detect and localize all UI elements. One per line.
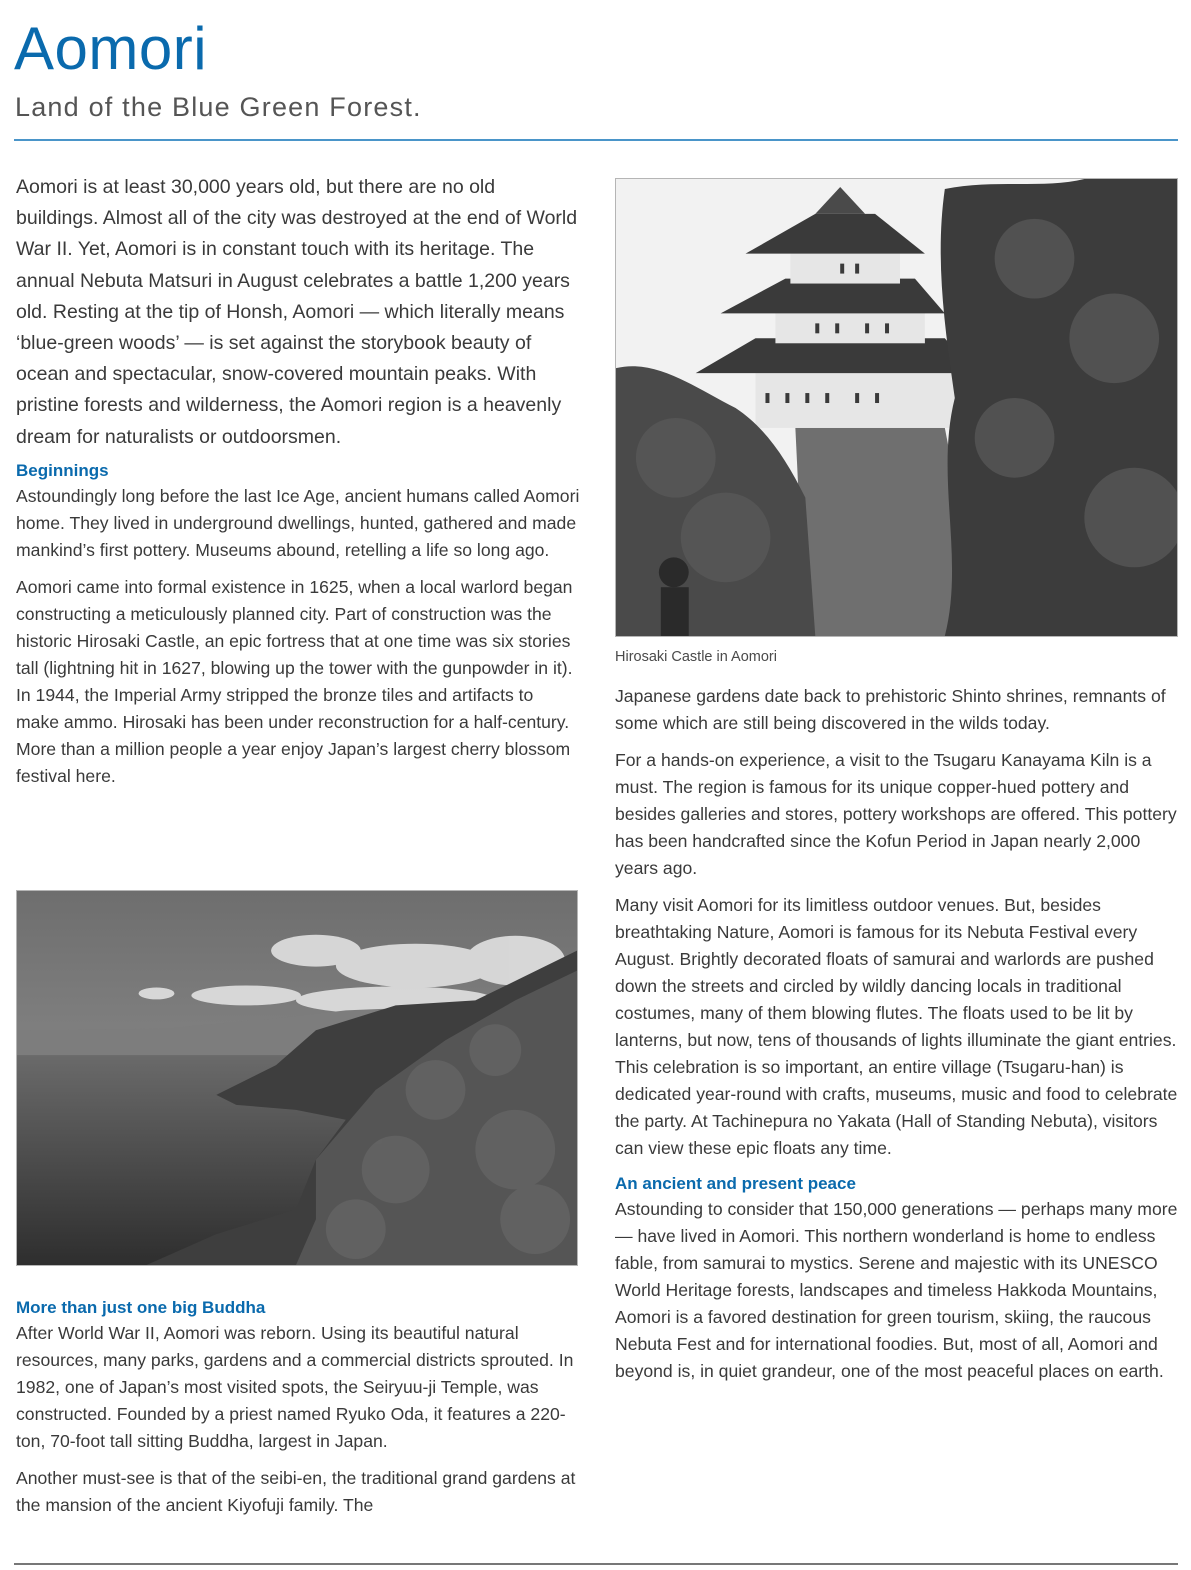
section-big-buddha [16, 1296, 581, 1519]
section-heading: More than just one big Buddha [16, 1298, 266, 1317]
hirosaki-castle-image [616, 179, 1177, 636]
footer-divider [14, 1563, 1178, 1565]
castle-photo [615, 178, 1178, 637]
right-column [615, 178, 1178, 1395]
page-title: Aomori [14, 15, 208, 82]
lake-photo [16, 890, 578, 1266]
left-column [16, 172, 581, 800]
paragraph: After World War II, Aomori was reborn. Using its beautiful natural resources, many parks, gardens and a commercial districts sprouted. In 1982, one of Japan’s most visited spots, the Seiryuu-ji Temple, was constructed. Founded by a priest named Ryuko Oda, it features a 220-ton, 70-foot tall sitting Buddha, largest in Japan. [16, 1323, 574, 1451]
section-ancient-peace [615, 1172, 1178, 1385]
paragraph: Another must-see is that of the seibi-en, the traditional grand gardens at the mansion of the ancient Kiyofuji family. The [16, 1468, 576, 1515]
intro-paragraph: Aomori is at least 30,000 years old, but there are no old buildings. Almost all of the city was destroyed at the end of World War II. Yet, Aomori is in constant touch with its heritage. The annual Nebuta Matsuri in August celebrates a battle 1,200 years old. Resting at the tip of Honsh, Aomori — which literally means ‘blue-green woods’ — is set against the storybook beauty of ocean and spectacular, snow-covered mountain peaks. With pristine forests and wilderness, the Aomori region is a heavenly dream for naturalists or outdoorsmen. [16, 176, 578, 448]
section-heading: An ancient and present peace [615, 1174, 856, 1193]
lake-landscape-image [17, 891, 577, 1265]
page-subtitle: Land of the Blue Green Forest. [15, 92, 422, 122]
paragraph: For a hands-on experience, a visit to the Tsugaru Kanayama Kiln is a must. The region is famous for its unique copper-hued pottery and besides galleries and stores, pottery workshops are offered. This pottery has been handcrafted since the Kofun Period in Japan nearly 2,000 years ago. [615, 750, 1177, 878]
castle-photo-caption: Hirosaki Castle in Aomori [615, 649, 777, 665]
paragraph: Astoundingly long before the last Ice Age, ancient humans called Aomori home. They lived in underground dwellings, hunted, gathered and made mankind’s first pottery. Museums abound, retelling a life so long ago. [16, 485, 580, 560]
section-beginnings [16, 459, 581, 790]
section-heading: Beginnings [16, 460, 109, 480]
left-column-bottom [16, 1296, 581, 1529]
paragraph: Aomori came into formal existence in 1625, when a local warlord began constructing a meticulously planned city. Part of construction was the historic Hirosaki Castle, an epic fortress that at one time was six stories tall (lightning hit in 1627, blowing up the tower with the gunpowder in it). In 1944, the Imperial Army stripped the bronze tiles and artifacts to make ammo. Hirosaki has been under reconstruction for a half-century. More than a million people a year enjoy Japan’s largest cherry blossom festival here. [16, 576, 573, 786]
paragraph: Many visit Aomori for its limitless outdoor venues. But, besides breathtaking Nature, Aomori is famous for its Nebuta Festival every August. Brightly decorated floats of samurai and warlords are pushed down the streets and circled by wildly dancing locals in traditional costumes, many of them blowing flutes. The floats used to be lit by lanterns, but now, tens of thousands of lights illuminate the giant entries. This celebration is so important, an entire village (Tsugaru-han) is dedicated year-round with crafts, museums, music and food to celebrate the party. At Tachinepura no Yakata (Hall of Standing Nebuta), visitors can view these epic floats any time. [615, 895, 1178, 1158]
paragraph: Japanese gardens date back to prehistoric Shinto shrines, remnants of some which are still being discovered in the wilds today. [615, 686, 1166, 733]
header-divider [14, 139, 1178, 141]
paragraph: Astounding to consider that 150,000 generations — perhaps many more — have lived in Aomori. This northern wonderland is home to endless fable, from samurai to mystics. Serene and majestic with its UNESCO World Heritage forests, landscapes and timeless Hakkoda Mountains, Aomori is a favored destination for green tourism, skiing, the raucous Nebuta Fest and for international foodies. But, most of all, Aomori and beyond is, in quiet grandeur, one of the most peaceful places on earth. [615, 1199, 1178, 1381]
